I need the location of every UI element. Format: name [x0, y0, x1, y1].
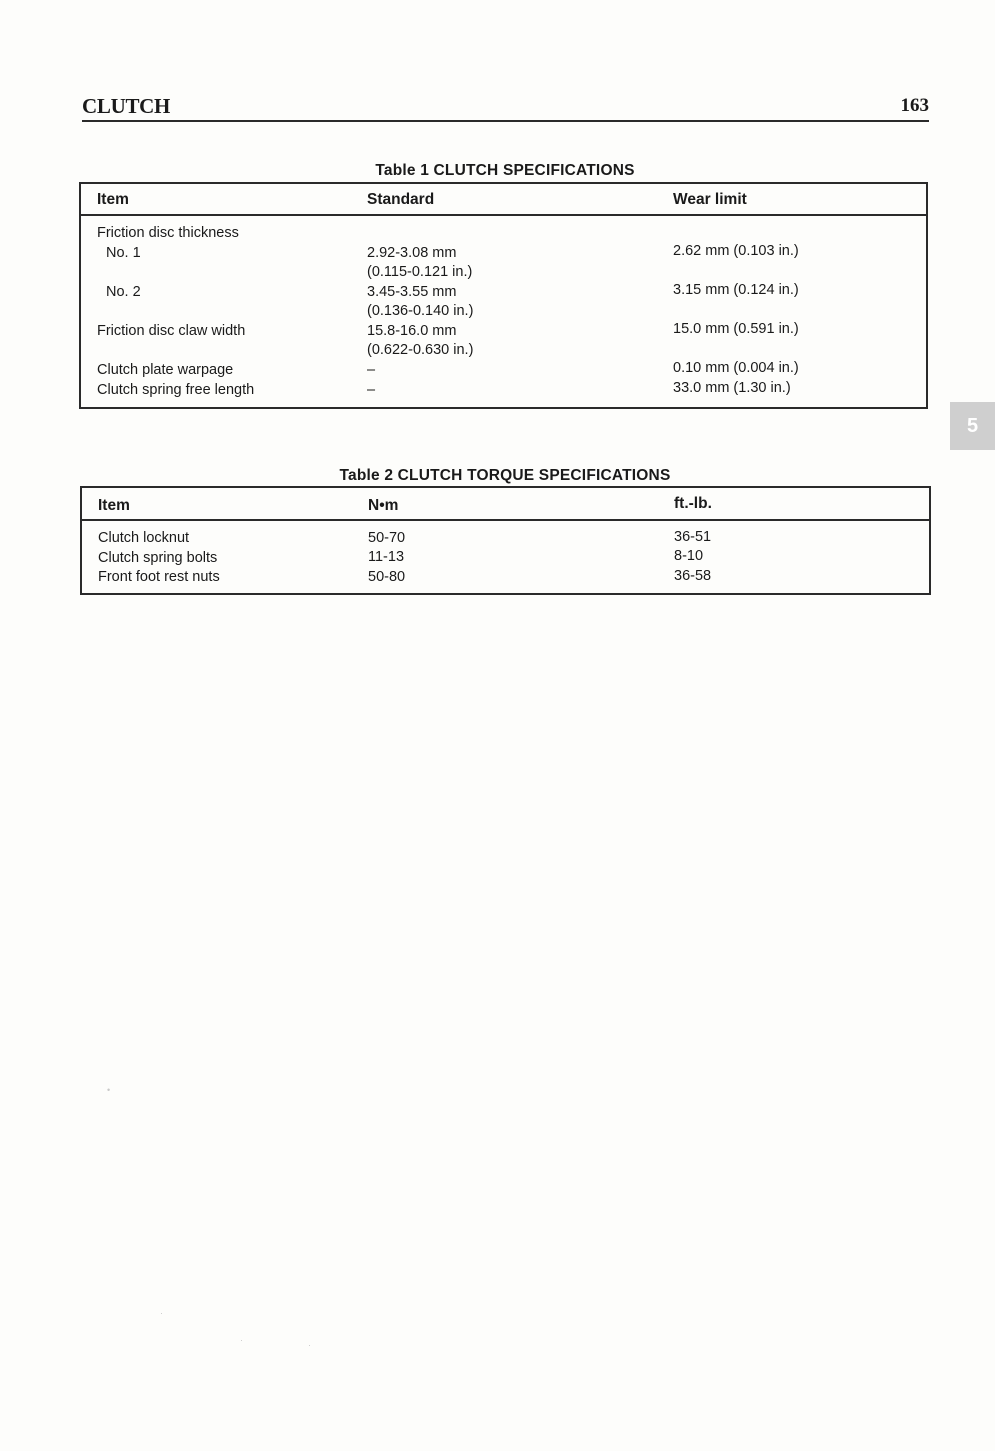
table-row-wear-limit: 0.10 mm (0.004 in.)	[673, 360, 799, 376]
chapter-tab[interactable]: 5	[950, 402, 995, 450]
table-row-ftlb: 36-51	[674, 529, 712, 545]
table1-col-wear-limit: Wear limit	[673, 191, 747, 208]
running-header	[82, 94, 929, 122]
section-title: CLUTCH	[82, 94, 171, 118]
table-row-wear-limit: 3.15 mm (0.124 in.)	[673, 282, 799, 298]
table-row-wear-limit: 33.0 mm (1.30 in.)	[673, 380, 791, 396]
table-row-standard-in: (0.136-0.140 in.)	[367, 303, 474, 319]
table1-col-item: Item	[97, 191, 129, 208]
table-row-item: Friction disc thickness	[97, 225, 239, 241]
table2-col-nm: N•m	[368, 497, 399, 514]
table-row-item: Clutch spring free length	[97, 382, 255, 398]
table-row-ftlb: 8-10	[674, 548, 704, 564]
table-row-nm: 50-70	[368, 530, 406, 546]
table2-col-ftlb: ft.-lb.	[674, 495, 712, 512]
table-row-standard-in: (0.622-0.630 in.)	[367, 342, 474, 358]
table-row-standard: 15.8-16.0 mm	[367, 323, 457, 339]
page-number: 163	[900, 95, 929, 116]
table-row-nm: 11-13	[368, 549, 405, 565]
table-row-item: Clutch plate warpage	[97, 362, 234, 378]
table-row-standard: 2.92-3.08 mm	[367, 245, 457, 261]
table-row-standard-in: (0.115-0.121 in.)	[367, 264, 473, 280]
table-row-nm: 50-80	[368, 569, 406, 585]
table-row-wear-limit: 15.0 mm (0.591 in.)	[673, 321, 799, 337]
table1-header-row	[81, 184, 926, 216]
scan-speck: ·	[240, 1335, 243, 1345]
table-row-standard: –	[367, 382, 376, 398]
table-row-standard: –	[367, 362, 376, 378]
table2-caption: Table 2 CLUTCH TORQUE SPECIFICATIONS	[339, 467, 671, 484]
table1-caption: Table 1 CLUTCH SPECIFICATIONS	[375, 162, 635, 179]
table1	[79, 182, 928, 409]
scan-speck: •	[107, 1085, 111, 1095]
table1-col-standard: Standard	[367, 191, 435, 208]
table-row-item: No. 1	[106, 245, 141, 261]
table-row-item: Friction disc claw width	[97, 323, 246, 339]
table-row-ftlb: 36-58	[674, 568, 712, 584]
table-row-standard: 3.45-3.55 mm	[367, 284, 457, 300]
table-row-item: No. 2	[106, 284, 141, 300]
scan-speck: ·	[308, 1340, 311, 1350]
table-row-wear-limit: 2.62 mm (0.103 in.)	[673, 243, 799, 259]
table-row-item: Clutch spring bolts	[98, 550, 218, 566]
table2-header-row	[82, 488, 929, 521]
table2	[80, 486, 931, 595]
table-row-item: Clutch locknut	[98, 530, 190, 546]
scan-speck: ·	[160, 1308, 163, 1318]
table2-col-item: Item	[98, 497, 130, 514]
table-row-item: Front foot rest nuts	[98, 569, 220, 585]
